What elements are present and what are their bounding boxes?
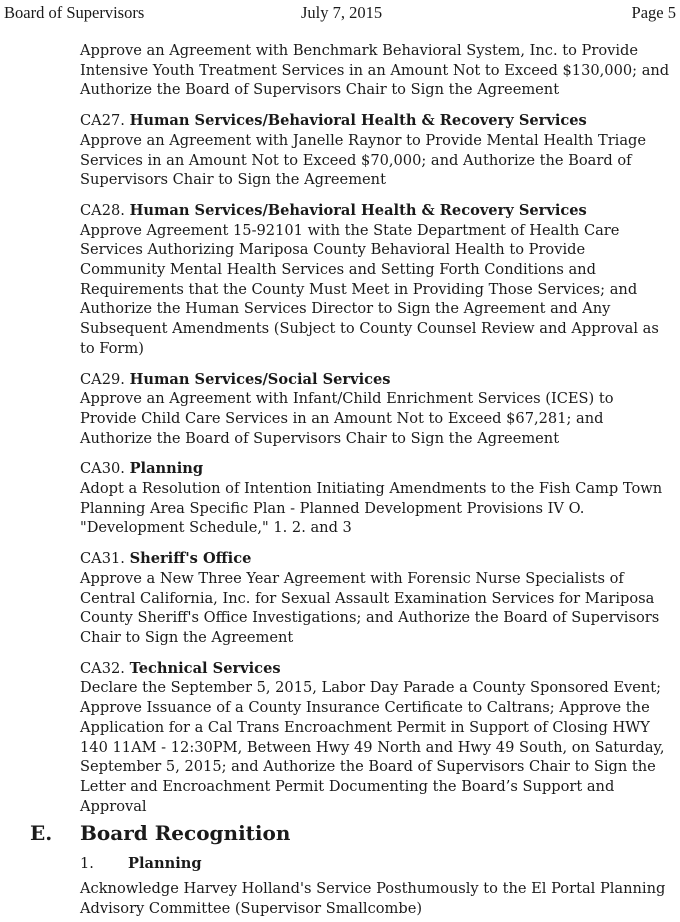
item-number: CA31. — [80, 550, 125, 568]
section-title: Board Recognition — [80, 821, 291, 845]
item-department: Human Services/Social Services — [129, 370, 391, 388]
item-number: CA30. — [80, 460, 125, 478]
item-text: Approve an Agreement with Infant/Child Enrichment Services (ICES) to Provide Child Care Services in an Amount Not to Exceed $67,281; and Authorize the Board of Supervisors Chair to Sign the Agreement — [80, 390, 614, 447]
agenda-item-ca30 — [80, 459, 670, 538]
sub-item-title: Planning — [128, 855, 202, 872]
item-heading — [80, 459, 670, 479]
agenda-item-ca31 — [80, 549, 670, 648]
item-heading — [80, 370, 670, 390]
section-letter: E. — [30, 821, 53, 845]
item-department: Sheriff's Office — [129, 550, 252, 568]
item-text: Approve a New Three Year Agreement with Forensic Nurse Specialists of Central California, Inc. for Sexual Assault Examination Services for Mariposa County Sheriff's Office Investigations; and Authorize the Board of Supervisors Chair to Sign the Agreement — [80, 569, 660, 646]
item-heading — [80, 659, 670, 679]
item-heading — [80, 201, 670, 221]
page-header — [4, 3, 676, 25]
item-text: Approve an Agreement with Janelle Raynor to Provide Mental Health Triage Services in an Amount Not to Exceed $70,000; and Authorize the Board of Supervisors Chair to Sign the Agreement — [80, 131, 647, 189]
continued-item-text: Approve an Agreement with Benchmark Behavioral System, Inc. to Provide Intensive Youth Treatment Services in an Amount Not to Exceed $130,000; and Authorize the Board of Supervisors Chair to Sign the Agreement — [80, 42, 670, 99]
item-department: Human Services/Behavioral Health & Recovery Services — [129, 112, 587, 130]
item-heading — [80, 549, 670, 569]
item-text: Declare the September 5, 2015, Labor Day Parade a County Sponsored Event; Approve Issuance of a County Insurance Certificate to Caltrans; Approve the Application for a Cal Trans Encroachment Permit in Support of Closing HWY 140 11AM - 12:30PM, Between Hwy 49 North and Hwy 49 South, on Saturday, September 5, 2015; and Authorize the Board of Supervisors Chair to Sign the Letter and Encroachment Permit Documenting the Board’s Support and Approval — [80, 679, 665, 815]
item-text: Adopt a Resolution of Intention Initiating Amendments to the Fish Camp Town Planning Area Specific Plan - Planned Development Provisions IV O. "Development Schedule," 1. 2. and 3 — [80, 480, 663, 537]
agenda-item-ca27 — [80, 111, 670, 190]
header-page-number: Page 5 — [631, 3, 676, 22]
agenda-item-ca28 — [80, 201, 670, 359]
item-number: CA32. — [80, 659, 125, 677]
section-sub-item-heading — [80, 855, 202, 872]
agenda-content — [80, 41, 670, 827]
item-heading — [80, 111, 670, 131]
sub-item-text: Acknowledge Harvey Holland's Service Posthumously to the El Portal Planning Advisory Committee (Supervisor Smallcombe) — [80, 880, 666, 917]
header-date: July 7, 2015 — [301, 3, 383, 22]
item-number: CA29. — [80, 370, 125, 388]
agenda-item-ca29 — [80, 370, 670, 449]
item-department: Planning — [129, 460, 204, 478]
item-text: Approve Agreement 15-92101 with the State Department of Health Care Services Authorizing Mariposa County Behavioral Health to Provide Community Mental Health Services and Setting Forth Conditions and Requirements that the County Must Meet in Providing Those Services; and Authorize the Human Services Director to Sign the Agreement and Any Subsequent Amendments (Subject to County Counsel Review and Approval as to Form) — [80, 221, 659, 357]
item-number: CA28. — [80, 201, 125, 219]
header-board-name: Board of Supervisors — [4, 3, 145, 22]
item-number: CA27. — [80, 112, 125, 130]
item-department: Human Services/Behavioral Health & Recovery Services — [129, 201, 587, 219]
item-department: Technical Services — [129, 659, 281, 677]
sub-item-number: 1. — [80, 855, 94, 872]
agenda-item-ca32 — [80, 659, 670, 817]
